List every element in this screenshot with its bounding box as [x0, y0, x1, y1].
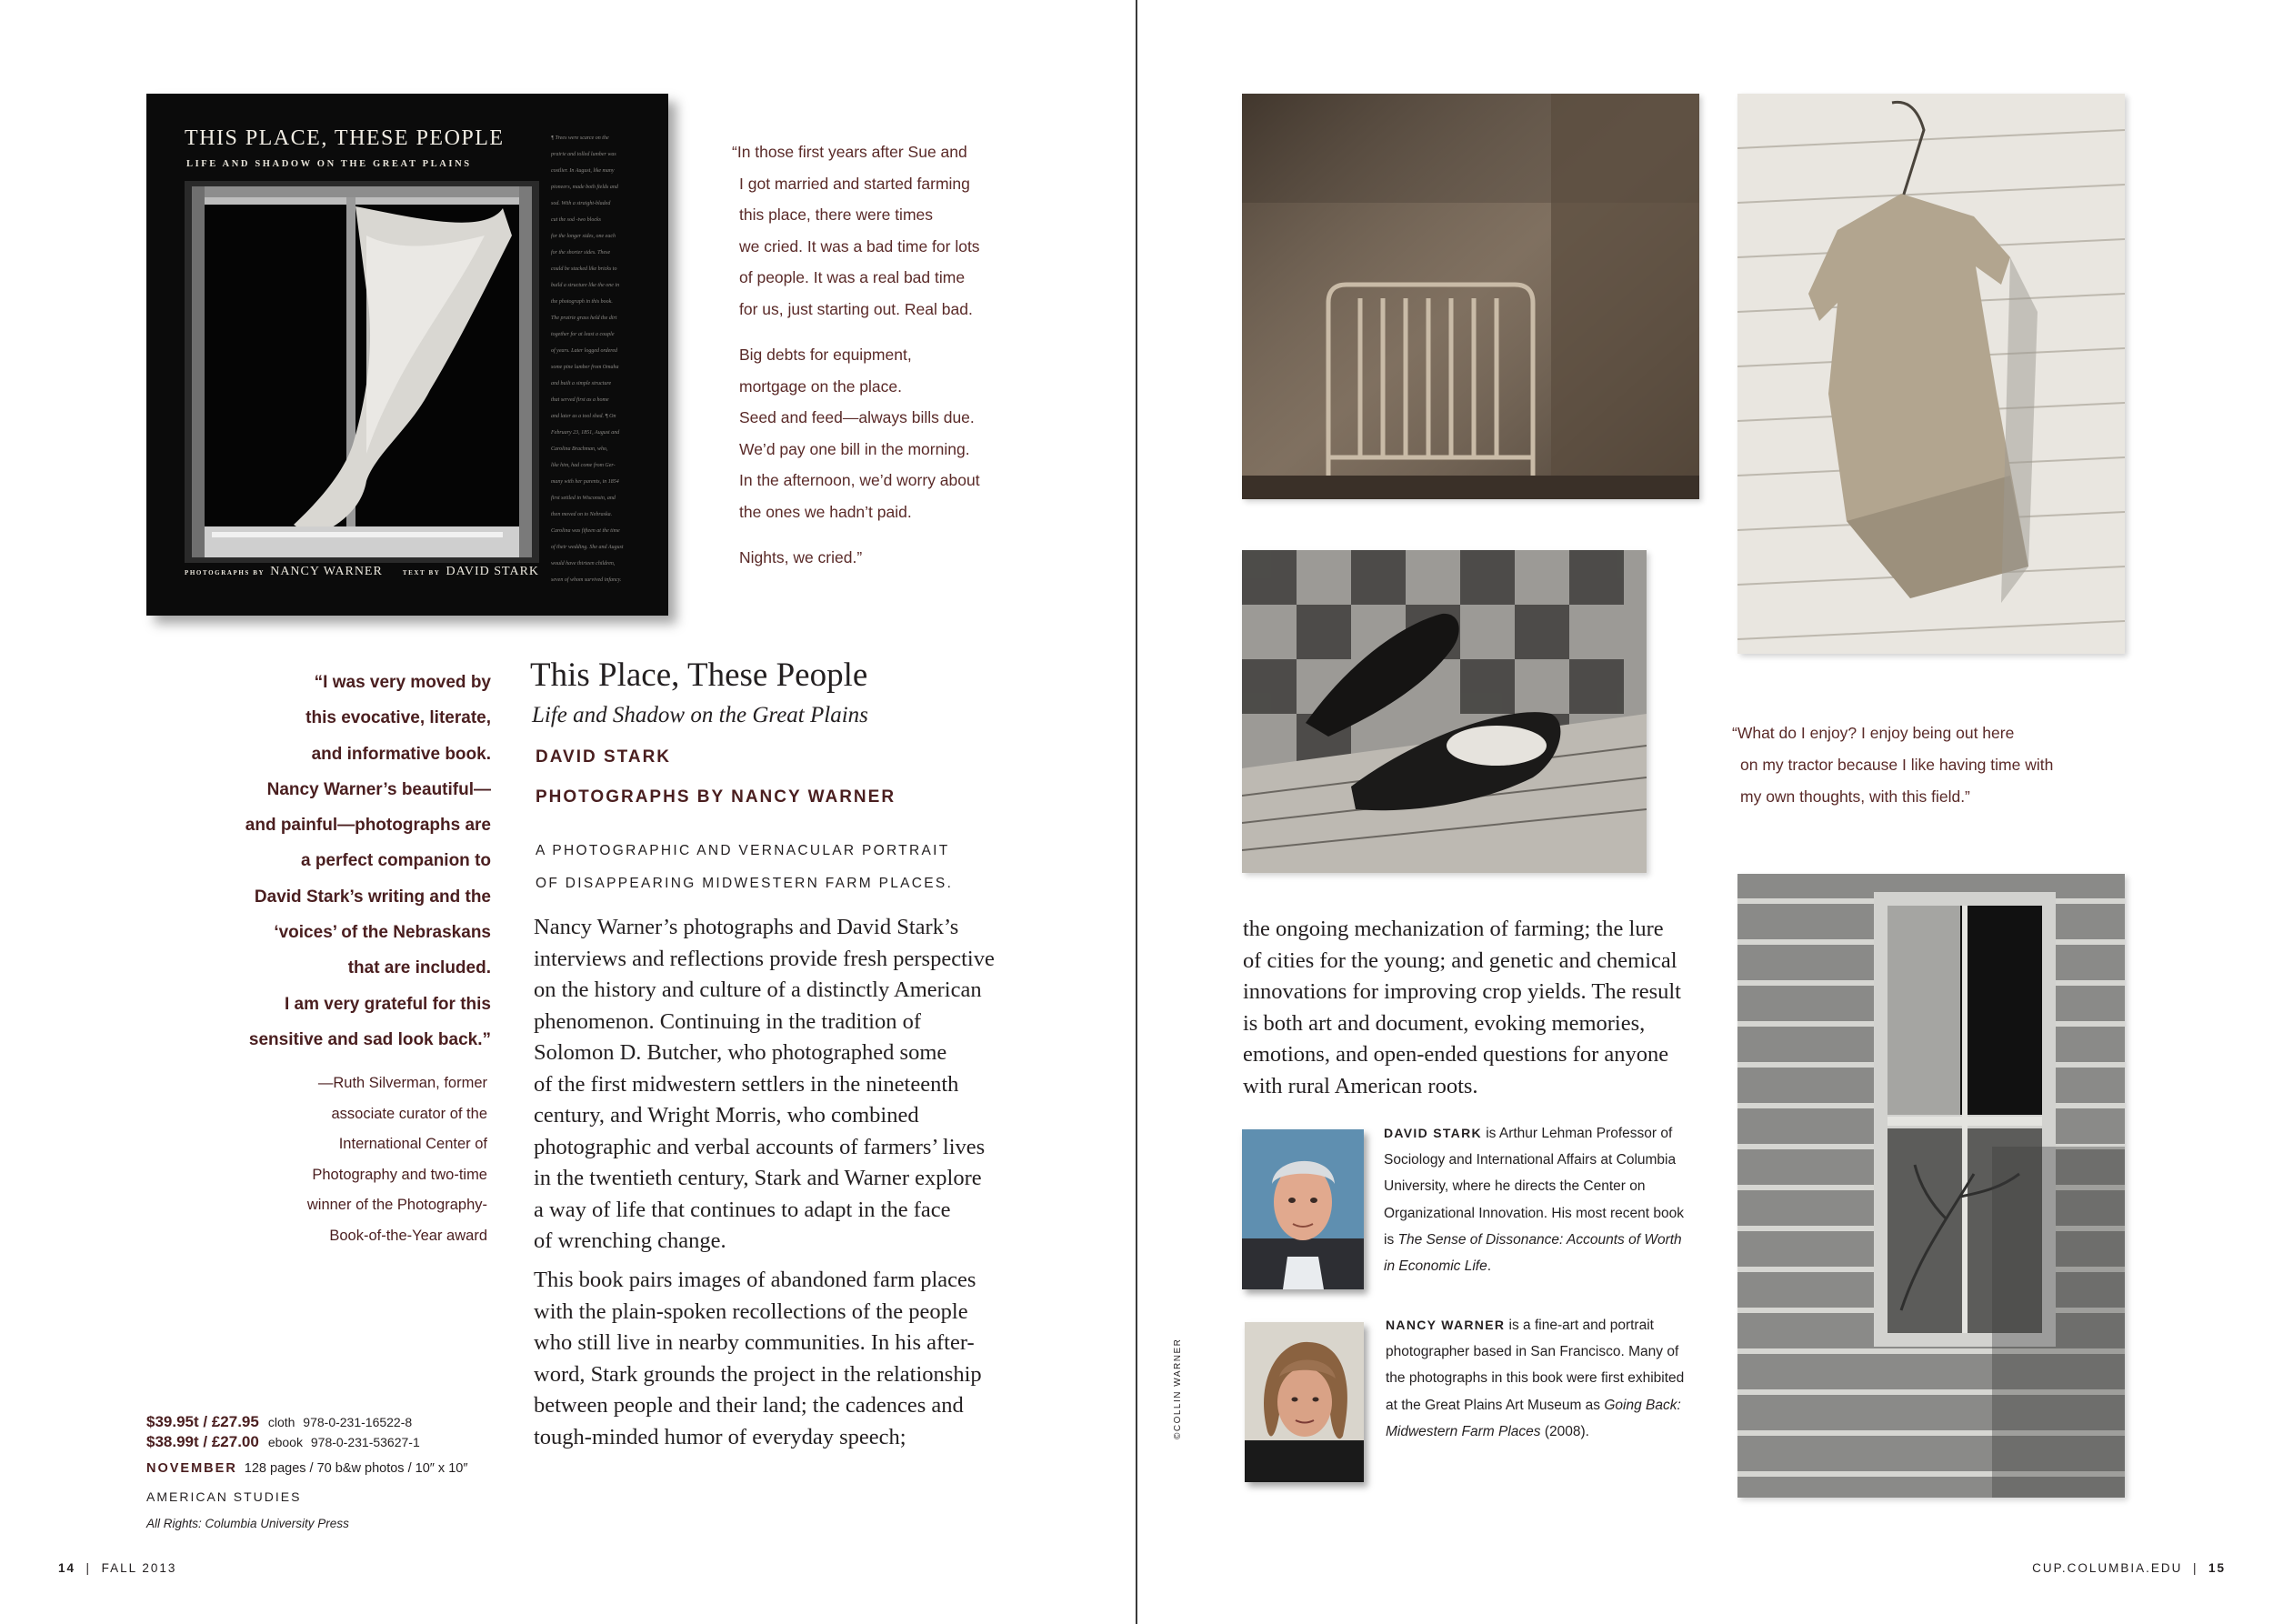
- weathered-window-photo: [1737, 874, 2125, 1498]
- blurb-line: I am very grateful for this: [284, 994, 491, 1014]
- quote-line: Big debts for equipment,: [739, 346, 912, 364]
- blurb-line: Nancy Warner’s beautiful—: [266, 779, 491, 799]
- quote-line: my own thoughts, with this field.”: [1740, 787, 1970, 806]
- bio-book-title: in Economic Life: [1384, 1258, 1487, 1275]
- bio-text: (2008).: [1540, 1423, 1589, 1439]
- quote-line: I got married and started farming: [739, 174, 970, 193]
- quote-paragraph: [732, 542, 1059, 574]
- blurb-line: sensitive and sad look back.”: [248, 1029, 491, 1049]
- bio-text: is Arthur Lehman Professor of: [1481, 1126, 1673, 1141]
- quote-line: In the afternoon, we’d worry about: [739, 471, 980, 489]
- description-paragraph-2: [534, 1265, 1025, 1453]
- pricing-block: [146, 1412, 420, 1452]
- cloth-price: $39.95t / £27.95: [146, 1413, 259, 1430]
- david-stark-headshot: [1242, 1129, 1364, 1289]
- subject-category: AMERICAN STUDIES: [146, 1489, 302, 1504]
- quote-line: “In those first years after Sue and: [732, 143, 967, 161]
- book-cover: [146, 94, 668, 616]
- folio-left: [58, 1561, 176, 1575]
- attribution-line: associate curator of the: [331, 1105, 487, 1122]
- cover-credits: [185, 565, 539, 579]
- hanging-dress-photo: [1737, 94, 2125, 654]
- body-line: tough-minded humor of everyday speech;: [534, 1424, 906, 1449]
- endorsement-blurb: [182, 665, 491, 1058]
- bio-book-title: Going Back:: [1604, 1397, 1681, 1413]
- folio-separator: |: [85, 1561, 92, 1575]
- publication-month: NOVEMBER: [146, 1461, 237, 1476]
- body-line: who still live in nearby communities. In his after-: [534, 1330, 975, 1355]
- attribution-line: Book-of-the-Year award: [329, 1227, 487, 1244]
- quote-paragraph: [732, 136, 1059, 325]
- bio-name: DAVID STARK: [1384, 1126, 1482, 1140]
- quote-line: mortgage on the place.: [739, 376, 903, 396]
- catalog-season: FALL 2013: [101, 1561, 177, 1575]
- ebook-format: ebook: [267, 1435, 303, 1449]
- description-paragraph-1: [534, 912, 1025, 1258]
- quote-paragraph: [732, 339, 1059, 527]
- ebook-isbn: 978-0-231-53627-1: [310, 1435, 420, 1449]
- body-line: Nancy Warner’s photographs and David Stark’s: [534, 915, 959, 939]
- quote-line: this place, there were times: [739, 206, 934, 224]
- blurb-line: “I was very moved by: [314, 673, 491, 692]
- book-specs: 128 pages / 70 b&w photos / 10″ x 10″: [244, 1461, 468, 1476]
- bio-book-title: Midwestern Farm Places: [1386, 1423, 1541, 1439]
- blurb-line: and painful—photographs are: [245, 816, 491, 836]
- body-line: with rural American roots.: [1243, 1073, 1478, 1098]
- quote-line: we cried. It was a bad time for lots: [739, 236, 980, 256]
- attribution-line: winner of the Photography-: [306, 1197, 487, 1213]
- cover-subtitle: LIFE AND SHADOW ON THE GREAT PLAINS: [186, 159, 472, 169]
- quote-line: the ones we hadn’t paid.: [739, 502, 912, 521]
- body-line: photographic and verbal accounts of farmers’ lives: [534, 1134, 986, 1159]
- body-line: of wrenching change.: [534, 1228, 726, 1253]
- nancy-warner-headshot: [1245, 1322, 1364, 1482]
- book-author: DAVID STARK: [536, 747, 672, 767]
- rights-note: All Rights: Columbia University Press: [146, 1517, 349, 1530]
- body-line: innovations for improving crop yields. The result: [1243, 979, 1681, 1004]
- cover-photographer: NANCY WARNER: [270, 565, 383, 578]
- body-line: is both art and document, evoking memories,: [1243, 1010, 1646, 1036]
- bio-text: photographer based in San Francisco. Many of: [1386, 1344, 1679, 1360]
- body-line: on the history and culture of a distinctly American: [534, 977, 982, 1002]
- body-line: emotions, and open-ended questions for anyone: [1243, 1042, 1669, 1067]
- cloth-format: cloth: [267, 1415, 295, 1429]
- bio-text: is: [1384, 1231, 1398, 1248]
- right-page-number: 15: [2208, 1561, 2226, 1575]
- attribution-line: International Center of: [338, 1136, 487, 1152]
- body-line: in the twentieth century, Stark and Warner explore: [534, 1166, 982, 1190]
- book-subtitle: Life and Shadow on the Great Plains: [532, 703, 868, 727]
- book-photographer: PHOTOGRAPHS BY NANCY WARNER: [536, 787, 896, 807]
- ebook-price-row: [146, 1432, 420, 1452]
- page-spine-divider: [1136, 0, 1137, 1624]
- publisher-site: CUP.COLUMBIA.EDU: [2032, 1561, 2183, 1575]
- body-line: the ongoing mechanization of farming; the lure: [1243, 917, 1664, 941]
- cover-window-photo: [185, 181, 539, 563]
- quote-line: on my tractor because I like having time with: [1740, 756, 2054, 774]
- david-stark-bio: [1384, 1120, 1684, 1279]
- ebook-price: $38.99t / £27.00: [146, 1433, 259, 1450]
- endorsement-attribution: [227, 1068, 487, 1251]
- tagline-line: OF DISAPPEARING MIDWESTERN FARM PLACES.: [536, 876, 954, 891]
- folio-separator: |: [2192, 1561, 2198, 1575]
- body-line: century, and Wright Morris, who combined: [534, 1103, 919, 1128]
- body-line: Solomon D. Butcher, who photographed some: [534, 1040, 947, 1065]
- publication-info: [146, 1461, 467, 1476]
- quote-line: Nights, we cried.”: [739, 548, 863, 566]
- book-title: This Place, These People: [530, 657, 868, 694]
- cloth-price-row: [146, 1412, 420, 1432]
- attribution-line: Photography and two-time: [312, 1166, 487, 1183]
- cover-photographs-by-label: PHOTOGRAPHS BY: [185, 569, 265, 576]
- nancy-warner-bio: [1386, 1312, 1684, 1445]
- cover-author: DAVID STARK: [446, 565, 540, 578]
- body-line: a way of life that continues to adapt in the face: [534, 1197, 951, 1222]
- body-line: of the first midwestern settlers in the nineteenth: [534, 1071, 959, 1097]
- old-shoes-on-rug-photo: [1242, 550, 1647, 873]
- body-line: interviews and reflections provide fresh perspective: [534, 946, 995, 971]
- folio-right: [2032, 1561, 2226, 1575]
- attribution-line: —Ruth Silverman, former: [317, 1075, 487, 1091]
- blurb-line: this evocative, literate,: [305, 708, 491, 728]
- body-line: phenomenon. Continuing in the tradition of: [534, 1008, 921, 1034]
- quote-line: “What do I enjoy? I enjoy being out here: [1732, 724, 2015, 742]
- bio-text: Sociology and International Affairs at Columbia: [1384, 1152, 1677, 1168]
- book-tagline: [536, 835, 953, 900]
- bio-name: NANCY WARNER: [1386, 1318, 1506, 1332]
- iron-bed-frame-photo: [1242, 94, 1699, 499]
- blurb-line: that are included.: [347, 958, 491, 978]
- quote-line: for us, just starting out. Real bad.: [739, 299, 973, 318]
- quote-line: Seed and feed—always bills due.: [739, 408, 975, 426]
- bio-text: at the Great Plains Art Museum as: [1386, 1397, 1605, 1413]
- cover-back-text: ¶ Trees were scarce on the prairie and tolled lumber was costlier. In August, like many pioneers, made both fields and sod. With a straight-bladed cut the sod -two blocks for the longer sides, one each for the shorter sides. These could be stacked like bricks to build a structure like the one in the photograph in this book. The prairie grass held the dirt together for at least a couple of years. Later logged ordered some pine lumber from Omaha and built a simple structure that served first as a home and later as a tool shed. ¶ On February 23, 1851, August and Carolina Brachman, who, like him, had come from Ger- many with her parents, in 1854 first settled in Wisconsin, and then moved on to Nebraska. Carolina was fifteen at the time of their wedding. She and August would have thirteen children, seven of whom survived infancy.: [551, 135, 624, 583]
- left-page-number: 14: [58, 1561, 76, 1575]
- blurb-line: and informative book.: [311, 744, 491, 764]
- bio-text: is a fine-art and portrait: [1505, 1318, 1654, 1333]
- quote-line: We’d pay one bill in the morning.: [739, 439, 970, 458]
- body-line: between people and their land; the cadences and: [534, 1393, 964, 1418]
- pull-quote-right: [1732, 717, 2053, 813]
- body-line: with the plain-spoken recollections of the people: [534, 1298, 968, 1324]
- cover-title: THIS PLACE, THESE PEOPLE: [185, 126, 505, 150]
- blurb-line: a perfect companion to: [300, 851, 491, 871]
- bio-text: .: [1487, 1258, 1492, 1275]
- cloth-isbn: 978-0-231-16522-8: [303, 1415, 413, 1429]
- bio-text: the photographs in this book were first exhibited: [1386, 1370, 1685, 1387]
- bio-text: University, where he directs the Center on: [1384, 1178, 1646, 1195]
- body-line: word, Stark grounds the project in the relationship: [534, 1361, 982, 1387]
- tagline-line: A PHOTOGRAPHIC AND VERNACULAR PORTRAIT: [536, 843, 950, 858]
- photo-credit: ©COLLIN WARNER: [1173, 1338, 1183, 1439]
- body-line: of cities for the young; and genetic and chemical: [1243, 947, 1677, 973]
- quote-line: of people. It was a real bad time: [739, 268, 966, 286]
- body-line: This book pairs images of abandoned farm places: [534, 1268, 976, 1292]
- description-paragraph-2-continued: [1243, 914, 1716, 1102]
- cover-text-by-label: TEXT BY: [402, 569, 441, 576]
- blurb-line: ‘voices’ of the Nebraskans: [274, 923, 491, 943]
- bio-book-title: The Sense of Dissonance: Accounts of Worth: [1397, 1231, 1682, 1248]
- blurb-line: David Stark’s writing and the: [254, 887, 491, 907]
- pull-quote-top: [732, 136, 1059, 588]
- bio-text: Organizational Innovation. His most recent book: [1384, 1205, 1684, 1221]
